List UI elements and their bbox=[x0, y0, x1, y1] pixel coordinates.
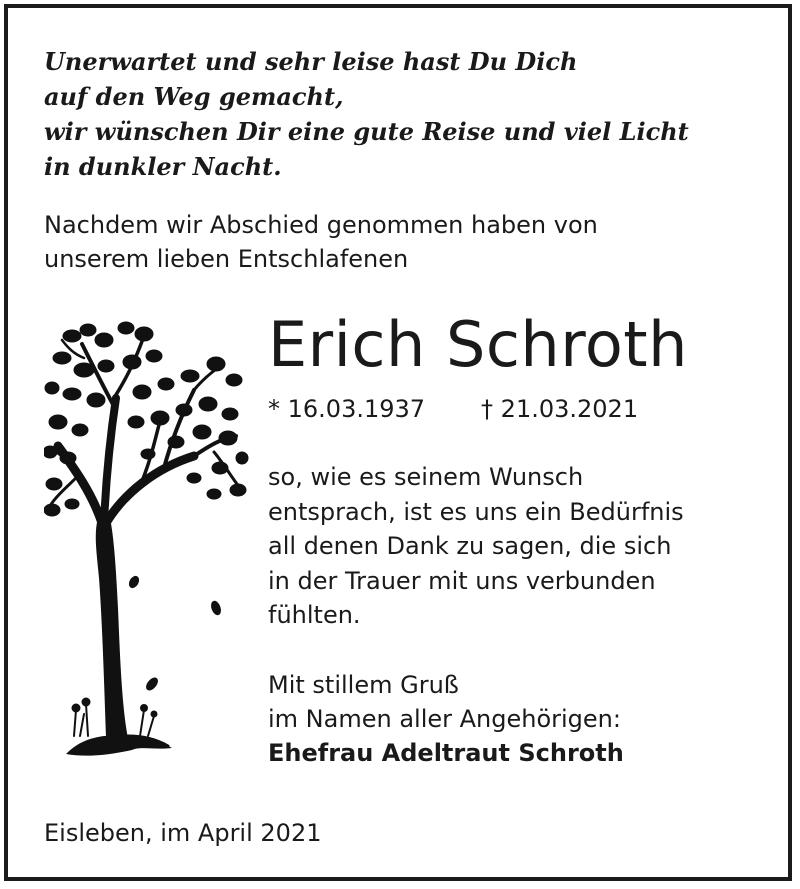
tree-silhouette-icon bbox=[44, 318, 249, 758]
birth-date: * 16.03.1937 bbox=[268, 395, 426, 423]
death-date: † 21.03.2021 bbox=[481, 395, 639, 423]
thanks-text bbox=[268, 460, 684, 633]
poem-line: wir wünschen Dir eine gute Reise und viel Licht bbox=[44, 117, 689, 146]
thanks-line: so, wie es seinem Wunsch bbox=[268, 463, 584, 491]
deceased-name: Erich Schroth bbox=[268, 308, 688, 381]
poem-line: Unerwartet und sehr leise hast Du Dich bbox=[44, 47, 578, 76]
place-date: Eisleben, im April 2021 bbox=[44, 819, 322, 847]
poem-line: in dunkler Nacht. bbox=[44, 152, 282, 181]
poem bbox=[44, 44, 744, 184]
greeting bbox=[268, 668, 624, 770]
intro-line: unserem lieben Entschlafenen bbox=[44, 245, 409, 273]
thanks-line: fühlten. bbox=[268, 601, 361, 629]
intro-line: Nachdem wir Abschied genommen haben von bbox=[44, 211, 598, 239]
greeting-line: im Namen aller Angehörigen: bbox=[268, 705, 621, 733]
life-dates bbox=[268, 392, 638, 426]
thanks-line: entsprach, ist es uns ein Bedürfnis bbox=[268, 497, 684, 526]
intro-text bbox=[44, 208, 744, 276]
thanks-line: in der Trauer mit uns verbunden bbox=[268, 566, 656, 595]
greeting-line: Mit stillem Gruß bbox=[268, 671, 459, 699]
poem-line: auf den Weg gemacht, bbox=[44, 82, 344, 111]
signer-name: Ehefrau Adeltraut Schroth bbox=[268, 739, 624, 767]
thanks-line: all denen Dank zu sagen, die sich bbox=[268, 532, 672, 560]
